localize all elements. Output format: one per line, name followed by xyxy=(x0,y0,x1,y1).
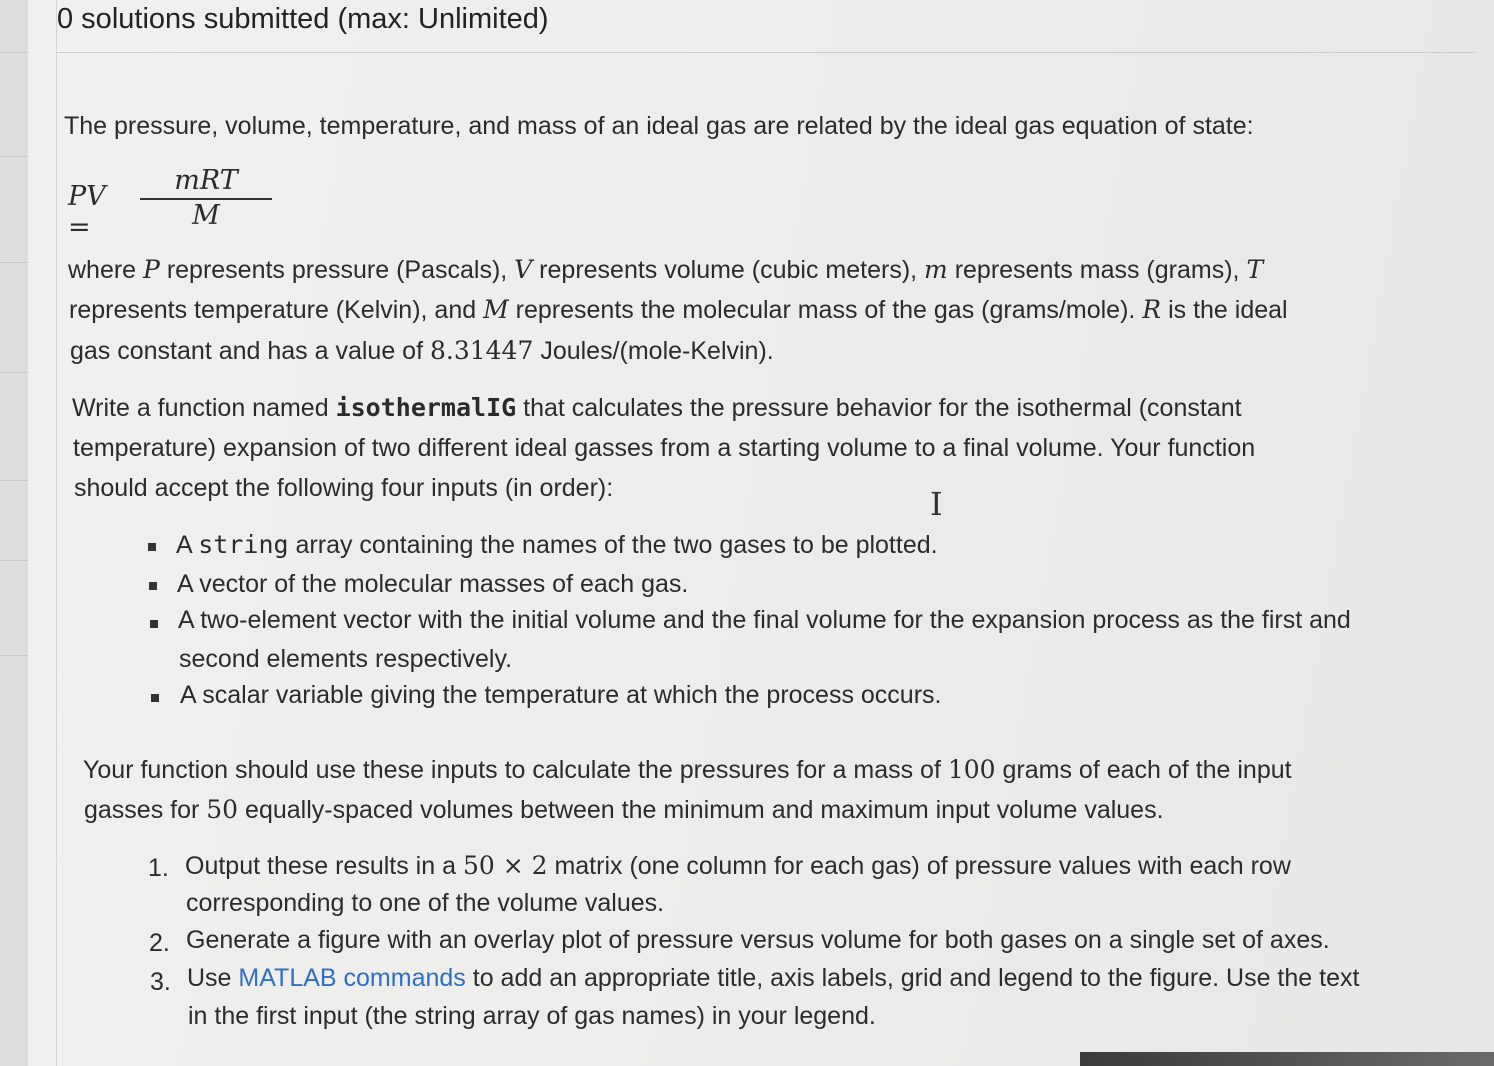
text: represents pressure (Pascals), xyxy=(159,256,515,284)
text: represents temperature (Kelvin), and xyxy=(69,296,484,324)
equation-numerator: mRT xyxy=(174,165,238,196)
text: array containing the names of the two gases to be plotted. xyxy=(288,531,938,559)
text: represents the molecular mass of the gas (grams/mole). xyxy=(508,296,1143,324)
gutter-divider xyxy=(0,262,28,263)
gutter-divider xyxy=(0,655,28,656)
function-name: isothermalIG xyxy=(335,393,517,422)
step-1-line-2: corresponding to one of the volume values. xyxy=(186,889,665,917)
header-divider xyxy=(57,52,1475,53)
gas-constant-value: 8.31447 xyxy=(429,336,534,365)
text: grams of each of the input xyxy=(995,756,1292,784)
left-gutter xyxy=(0,0,29,1066)
text: Your function should use these inputs to calculate the pressures for a mass of xyxy=(83,756,948,784)
where-line-1 xyxy=(68,250,1263,290)
text: matrix (one column for each gas) of pressure values with each row xyxy=(547,852,1291,880)
equation-fraction xyxy=(140,165,272,231)
gutter-divider xyxy=(0,560,28,561)
intro-text: The pressure, volume, temperature, and mass of an ideal gas are related by the ideal gas equation of state: xyxy=(64,112,1254,140)
text: gas constant and has a value of xyxy=(70,337,430,365)
submission-status: 0 solutions submitted (max: Unlimited) xyxy=(57,3,549,35)
var-p: P xyxy=(143,255,160,284)
write-line-1 xyxy=(72,388,1242,428)
bullet-item-3-line-2: second elements respectively. xyxy=(179,645,513,673)
bullet-item-3-line-1: A two-element vector with the initial volume and the final volume for the expansion process as the first and xyxy=(178,606,1351,634)
bullet-marker xyxy=(151,694,159,702)
gutter-divider xyxy=(0,156,28,157)
text: Use xyxy=(187,964,239,992)
bottom-edge xyxy=(1080,1052,1494,1066)
bullet-marker xyxy=(150,620,158,628)
usage-line-1 xyxy=(83,750,1292,790)
matlab-commands-link[interactable]: MATLAB commands xyxy=(238,964,466,992)
step-3-line-1 xyxy=(187,958,1359,998)
volume-count-value: 50 xyxy=(206,795,239,824)
text: is the ideal xyxy=(1161,296,1288,324)
where-line-3 xyxy=(70,331,774,371)
gutter-divider xyxy=(0,480,28,481)
step-3-number: 3. xyxy=(150,968,171,996)
mass-value: 100 xyxy=(947,755,996,784)
step-2-number: 2. xyxy=(149,929,170,957)
step-1-number: 1. xyxy=(148,854,169,882)
step-3-line-2: in the first input (the string array of gas names) in your legend. xyxy=(188,1002,876,1030)
text: equally-spaced volumes between the minimum and maximum input volume values. xyxy=(238,796,1164,824)
text: Write a function named xyxy=(72,394,336,422)
text: that calculates the pressure behavior for the isothermal (constant xyxy=(516,394,1242,422)
where-line-2 xyxy=(69,290,1288,330)
write-line-2: temperature) expansion of two different ideal gasses from a starting volume to a final volume. Your function xyxy=(73,434,1256,462)
gutter-divider xyxy=(0,372,28,373)
bullet-item-2: A vector of the molecular masses of each gas. xyxy=(177,570,689,598)
bullet-item-1 xyxy=(176,525,938,565)
string-keyword: string xyxy=(198,530,289,559)
text: A xyxy=(176,531,199,559)
var-v: V xyxy=(514,255,533,284)
text: represents mass (grams), xyxy=(947,256,1247,284)
text-cursor-icon: I xyxy=(930,485,943,523)
gutter-divider xyxy=(0,52,28,53)
var-t: T xyxy=(1246,255,1264,284)
bullet-marker xyxy=(149,582,157,590)
step-1-line-1 xyxy=(185,846,1291,886)
var-m: m xyxy=(924,255,948,284)
equation-denominator: M xyxy=(192,200,220,231)
write-line-3: should accept the following four inputs (in order): xyxy=(74,474,614,502)
text: gasses for xyxy=(84,796,207,824)
bullet-item-4: A scalar variable giving the temperature at which the process occurs. xyxy=(180,681,942,709)
step-2-text: Generate a figure with an overlay plot of pressure versus volume for both gases on a single set of axes. xyxy=(186,926,1330,954)
var-r: R xyxy=(1142,295,1162,324)
text: Joules/(mole-Kelvin). xyxy=(533,337,774,365)
equation-lhs: PV = xyxy=(68,181,106,243)
var-big-m: M xyxy=(483,295,509,324)
text: Output these results in a xyxy=(185,852,463,880)
bullet-marker xyxy=(148,543,156,551)
usage-line-2 xyxy=(84,790,1164,830)
panel-border xyxy=(56,0,57,1066)
text: to add an appropriate title, axis labels, grid and legend to the figure. Use the text xyxy=(465,964,1360,992)
matrix-size: 50 × 2 xyxy=(462,851,548,880)
text: where xyxy=(68,256,144,284)
text: represents volume (cubic meters), xyxy=(532,256,925,284)
